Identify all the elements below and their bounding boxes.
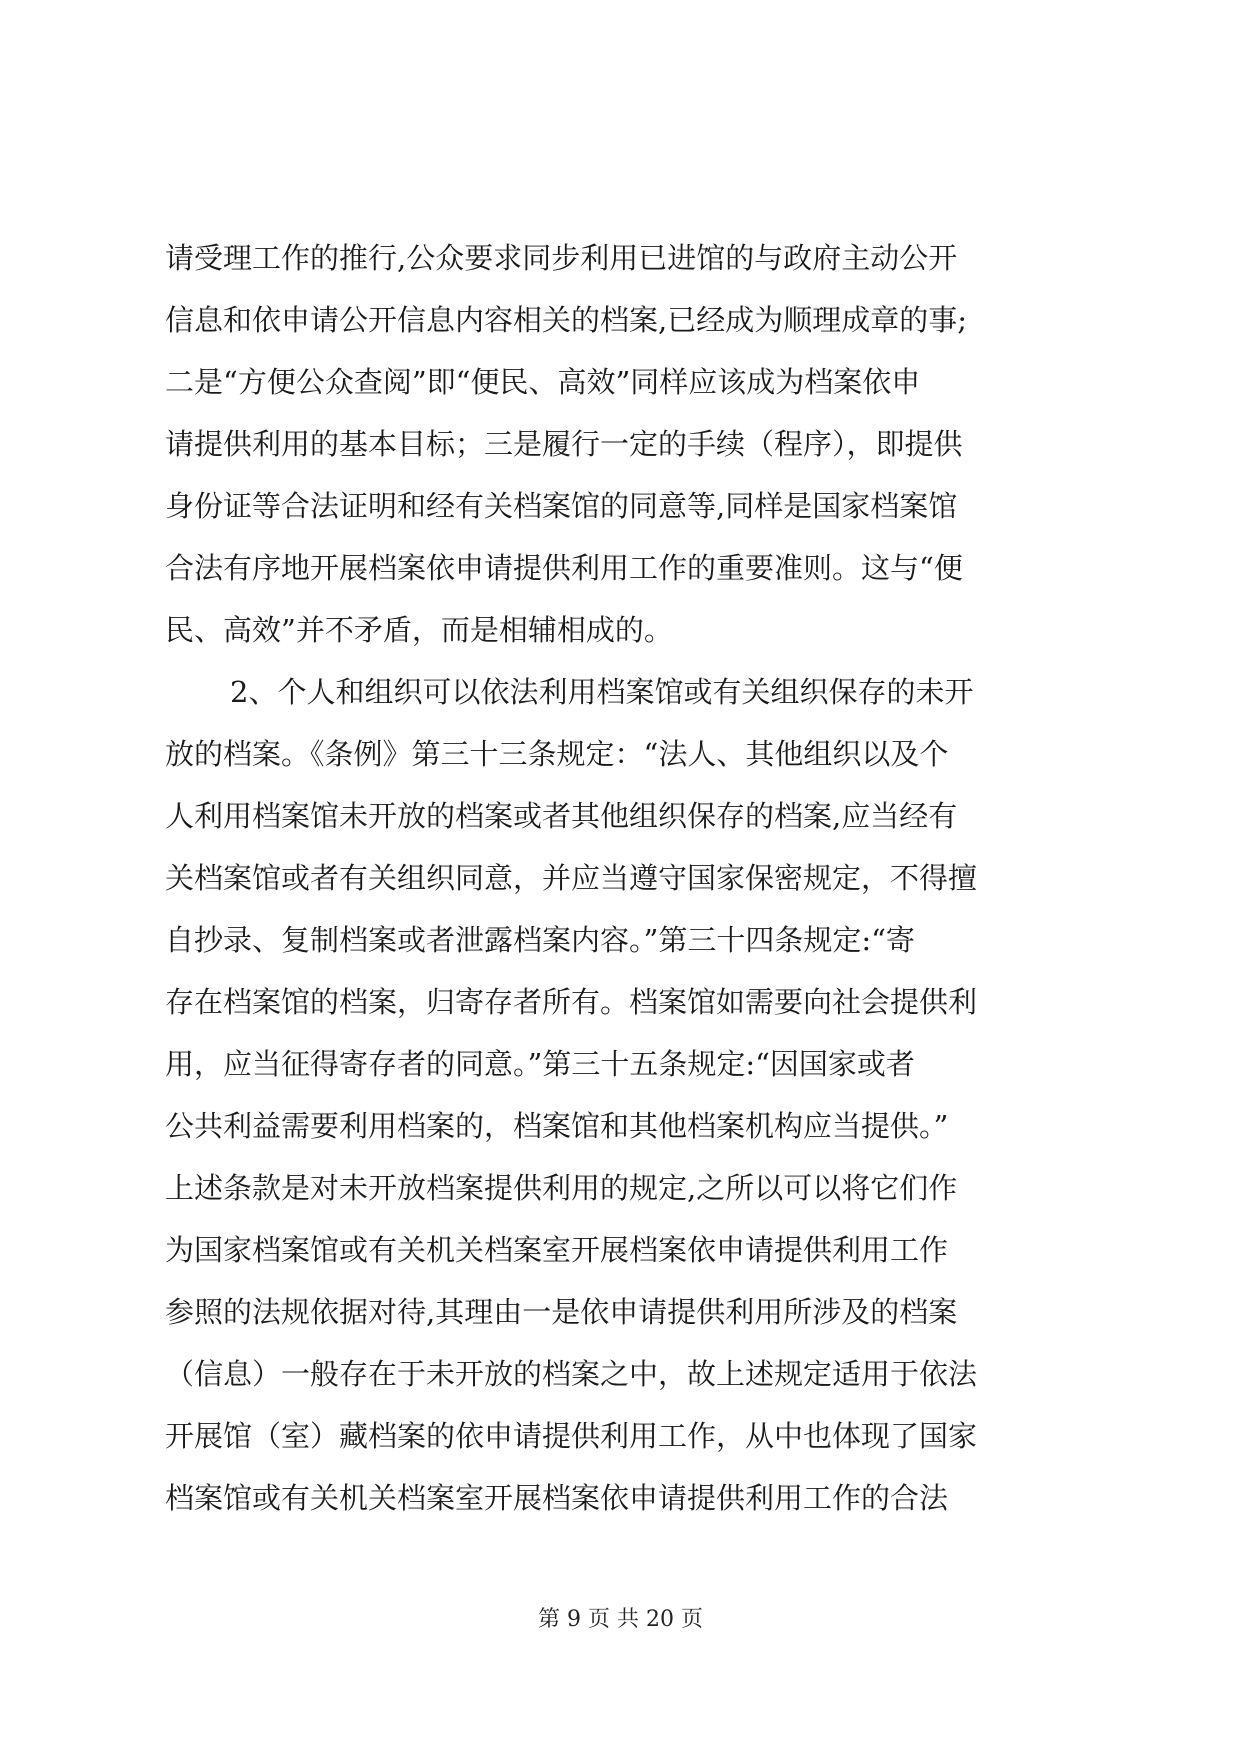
- text-line: （信息）一般存在于未开放的档案之中，故上述规定适用于依法: [165, 1357, 978, 1391]
- text-line: 请受理工作的推行,公众要求同步利用已进馆的与政府主动公开: [165, 241, 958, 275]
- text-line: 放的档案。《条例》第三十三条规定：“法人、其他组织以及个: [165, 737, 949, 771]
- text-line: 为国家档案馆或有关机关档案室开展档案依申请提供利用工作: [165, 1233, 949, 1267]
- text-line: 信息和依申请公开信息内容相关的档案,已经成为顺理成章的事;: [165, 303, 967, 337]
- text-line: 关档案馆或者有关组织同意，并应当遵守国家保密规定，不得擅: [165, 861, 978, 895]
- body-text: [165, 227, 1085, 1529]
- text-line: 档案馆或有关机关档案室开展档案依申请提供利用工作的合法: [165, 1481, 949, 1515]
- text-line: 开展馆（室）藏档案的依申请提供利用工作，从中也体现了国家: [165, 1419, 978, 1453]
- text-line: 参照的法规依据对待,其理由一是依申请提供利用所涉及的档案: [165, 1295, 958, 1329]
- text-line: 身份证等合法证明和经有关档案馆的同意等,同样是国家档案馆: [165, 489, 958, 523]
- text-line: 二是“方便公众查阅”即“便民、高效”同样应该成为档案依申: [165, 365, 921, 399]
- text-line: 上述条款是对未开放档案提供利用的规定,之所以可以将它们作: [165, 1171, 958, 1205]
- text-line: 合法有序地开展档案依申请提供利用工作的重要准则。这与“便: [165, 551, 963, 585]
- text-line: 存在档案馆的档案，归寄存者所有。档案馆如需要向社会提供利: [165, 985, 978, 1019]
- text-line: 请提供利用的基本目标；三是履行一定的手续（程序），即提供: [165, 427, 963, 461]
- page-number-footer: 第 9 页 共 20 页: [538, 1607, 703, 1632]
- text-line: 用，应当征得寄存者的同意。”第三十五条规定:“因国家或者: [165, 1047, 915, 1081]
- text-line: 自抄录、复制档案或者泄露档案内容。”第三十四条规定:“寄: [165, 923, 915, 957]
- paragraph-start-line: 2、个人和组织可以依法利用档案馆或有关组织保存的未开: [230, 675, 974, 709]
- text-line: 民、高效”并不矛盾，而是相辅相成的。: [165, 613, 673, 647]
- text-line: 公共利益需要利用档案的，档案馆和其他档案机构应当提供。”: [165, 1109, 949, 1143]
- text-line: 人利用档案馆未开放的档案或者其他组织保存的档案,应当经有: [165, 799, 958, 833]
